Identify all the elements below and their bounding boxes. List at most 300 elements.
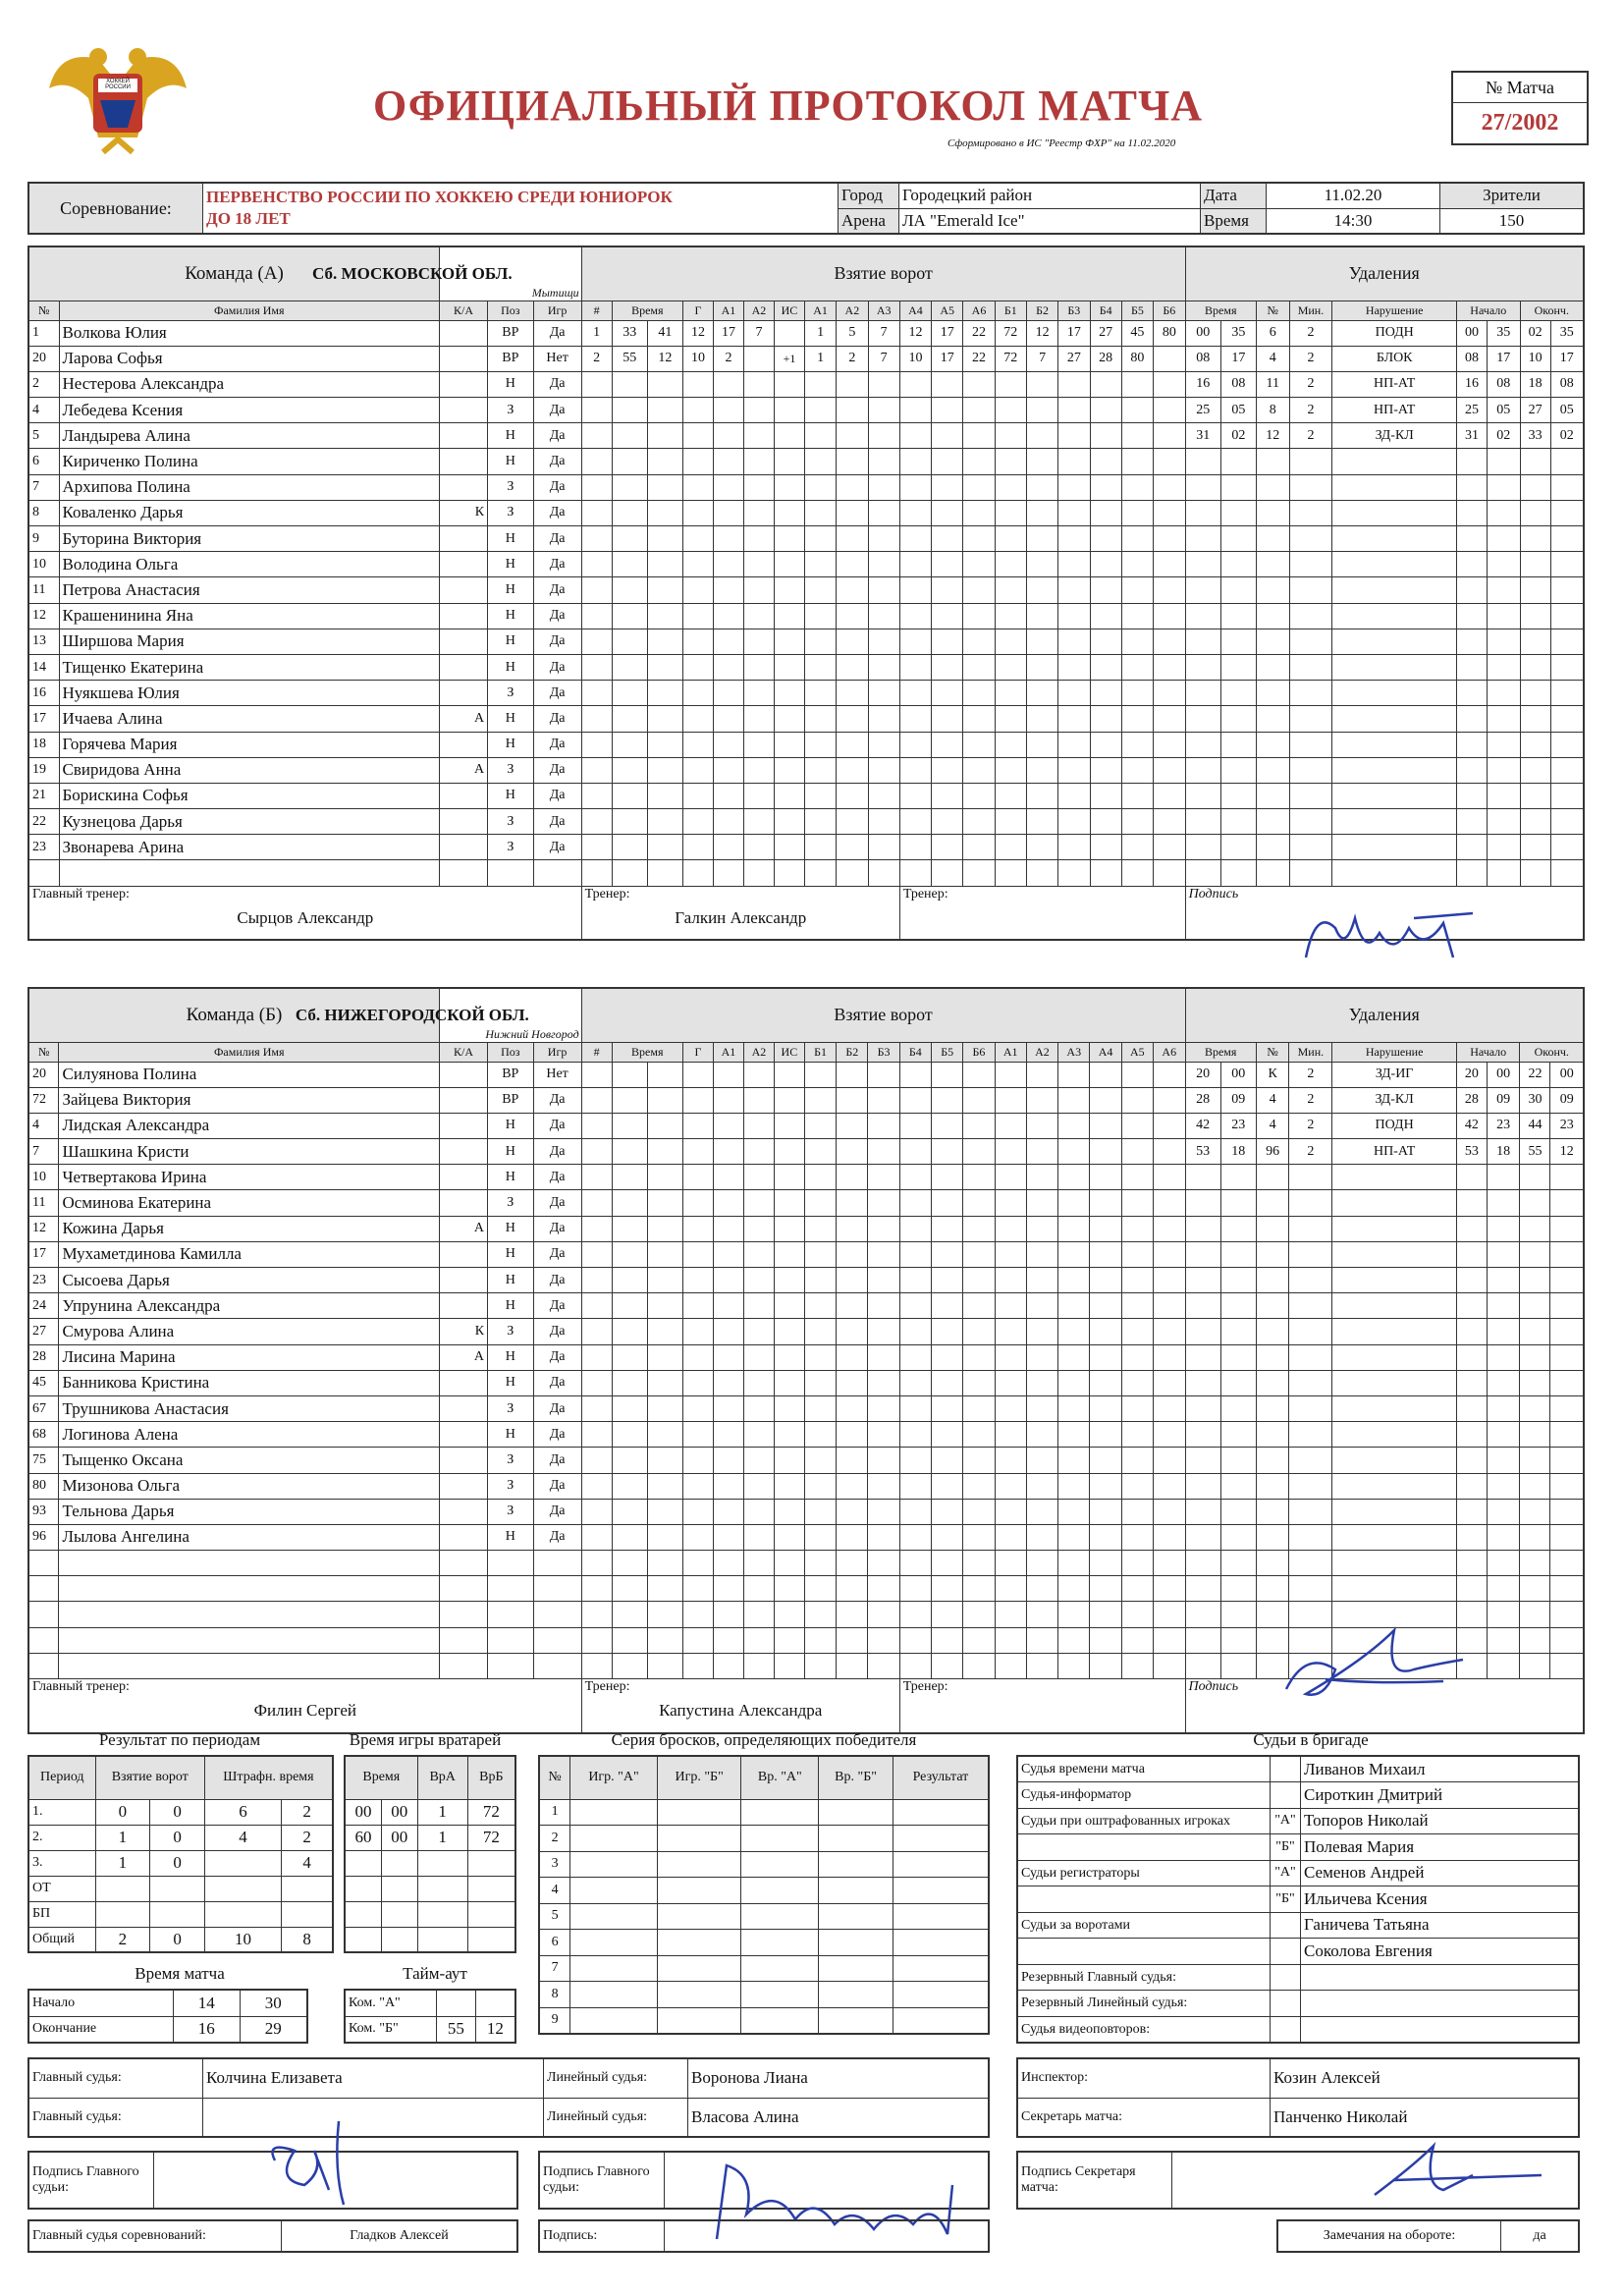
player-name: Ларова Софья [59, 346, 440, 371]
team-b-player-row [28, 1473, 1584, 1499]
player-number: 18 [28, 732, 59, 757]
team-b-coach2-label: Тренер: [902, 1679, 948, 1694]
player-played [533, 1653, 581, 1678]
goal-cell: 7 [868, 346, 899, 371]
penalty-cell: 00 [1550, 1062, 1584, 1087]
team-b-player-row [28, 1576, 1584, 1602]
player-name: Свиридова Анна [59, 757, 440, 783]
player-number: 24 [28, 1293, 59, 1319]
player-number: 19 [28, 757, 59, 783]
goalie-cell [467, 1927, 515, 1952]
penalty-cell: 2 [1289, 423, 1332, 449]
official-role: Судья-информатор [1017, 1782, 1271, 1809]
goalie-cell [417, 1850, 467, 1876]
player-number: 93 [28, 1499, 59, 1524]
player-pos: З [488, 500, 534, 525]
goalie-row [345, 1927, 515, 1952]
team-b-player-row [28, 1499, 1584, 1524]
official-name [1301, 1964, 1580, 1991]
team-b-signature-label: Подпись [1188, 1679, 1239, 1694]
team-b-penalties-title: Удаления [1185, 988, 1584, 1042]
player-number: 4 [28, 398, 59, 423]
shootout-row [539, 1878, 989, 1904]
penalty-cell: ПОДН [1332, 320, 1457, 346]
player-name: Лисина Марина [59, 1344, 439, 1370]
period-cell [204, 1850, 281, 1876]
player-played: Да [533, 1268, 581, 1293]
shootout-number: 6 [539, 1930, 570, 1956]
official-team [1271, 2016, 1301, 2043]
penalty-cell: 18 [1487, 1139, 1520, 1165]
goal-cell: 5 [837, 320, 868, 346]
penalty-cell: НП-АТ [1332, 398, 1457, 423]
player-pos: Н [488, 706, 534, 732]
player-pos: Н [488, 629, 534, 654]
goalie-cell [381, 1850, 417, 1876]
player-ka [439, 1499, 487, 1524]
penalty-cell: 2 [1289, 1087, 1332, 1113]
player-ka [440, 577, 488, 603]
player-played [533, 1576, 581, 1602]
player-name: Логинова Алена [59, 1422, 439, 1448]
player-ka [439, 1653, 487, 1678]
penalty-cell: 28 [1185, 1087, 1220, 1113]
team-a-label: Команда (А) [28, 246, 440, 301]
period-cell: 2. [28, 1825, 95, 1850]
player-name: Шашкина Кристи [59, 1139, 439, 1165]
player-number [28, 1551, 59, 1576]
player-ka [440, 552, 488, 577]
team-b-coach-label: Тренер: [584, 1679, 630, 1694]
shootout-row [539, 1903, 989, 1930]
team-a-player-row [28, 346, 1584, 371]
secretary: Панченко Николай [1271, 2098, 1580, 2137]
player-played: Да [533, 835, 581, 860]
team-b-player-row [28, 1113, 1584, 1138]
penalty-cell: К [1256, 1062, 1289, 1087]
player-name: Волкова Юлия [59, 320, 440, 346]
player-pos: Н [488, 1268, 533, 1293]
penalty-cell: 20 [1185, 1062, 1220, 1087]
player-name: Нуякшева Юлия [59, 681, 440, 706]
team-b-onice-header: А4 [1090, 1042, 1121, 1062]
team-a-player-row [28, 809, 1584, 835]
player-pos: З [488, 835, 534, 860]
goal-cell: 41 [647, 320, 682, 346]
team-a-coach2-label: Тренер: [902, 886, 948, 902]
player-number: 45 [28, 1370, 59, 1395]
goal-cell [774, 320, 804, 346]
officials-table [1016, 1755, 1580, 2044]
match-end-label: Окончание [28, 2016, 174, 2043]
player-number: 5 [28, 423, 59, 449]
official-role: Судьи регистраторы [1017, 1860, 1271, 1886]
official-name: Соколова Евгения [1301, 1939, 1580, 1965]
official-role: Судья времени матча [1017, 1756, 1271, 1782]
player-pos [488, 1551, 533, 1576]
penalty-cell: 09 [1550, 1087, 1584, 1113]
penalty-cell: 53 [1456, 1139, 1487, 1165]
time-value: 14:30 [1267, 208, 1440, 234]
goal-cell: 17 [1058, 320, 1090, 346]
player-name: Смурова Алина [59, 1319, 439, 1344]
goalie-h-b: ВрБ [467, 1756, 515, 1799]
period-cell [282, 1901, 333, 1927]
player-ka [439, 1524, 487, 1550]
player-name: Упрунина Александра [59, 1293, 439, 1319]
official-role [1017, 1834, 1271, 1861]
player-number: 28 [28, 1344, 59, 1370]
player-number: 80 [28, 1473, 59, 1499]
official-team [1271, 1756, 1301, 1782]
match-number-label: № Матча [1453, 73, 1587, 103]
team-b-signature [1267, 1611, 1483, 1719]
player-ka [440, 835, 488, 860]
penalty-cell: 23 [1220, 1113, 1256, 1138]
team-a-player-row [28, 398, 1584, 423]
player-ka [439, 1087, 487, 1113]
player-played: Да [533, 1190, 581, 1216]
player-number [28, 1627, 59, 1653]
official-role [1017, 1886, 1271, 1913]
period-cell: ОТ [28, 1876, 95, 1901]
match-end-m: 29 [240, 2016, 307, 2043]
player-number: 12 [28, 1216, 59, 1241]
spectators-value: 150 [1440, 208, 1585, 234]
player-name: Мухаметдинова Камилла [59, 1241, 439, 1267]
team-b-player-row [28, 1395, 1584, 1421]
team-b-name-cell [295, 988, 581, 1042]
penalty-cell: 35 [1550, 320, 1584, 346]
player-name: Сысоева Дарья [59, 1268, 439, 1293]
team-a-coach-cell [581, 886, 899, 940]
generated-note: Сформировано в ИС "Реестр ФХР" на 11.02.2020 [947, 137, 1176, 149]
player-ka: А [439, 1344, 487, 1370]
goalie-cell: 60 [345, 1825, 381, 1850]
player-played: Да [533, 371, 581, 397]
official-row [1017, 1939, 1579, 1965]
player-pos: З [488, 809, 534, 835]
official-name: Полевая Мария [1301, 1834, 1580, 1861]
shootout-header: № [539, 1756, 570, 1799]
penalty-cell: НП-АТ [1332, 371, 1457, 397]
team-a-onice-header: А5 [932, 301, 963, 320]
player-played: Да [533, 732, 581, 757]
timeout-a-m [437, 1990, 476, 2016]
team-a-city: Мытищи [531, 285, 579, 300]
player-pos: З [488, 1395, 533, 1421]
shootout-number: 7 [539, 1955, 570, 1982]
player-played: Да [533, 1113, 581, 1138]
goalie-cell: 1 [417, 1825, 467, 1850]
competition-value: ПЕРВЕНСТВО РОССИИ ПО ХОККЕЮ СРЕДИ ЮНИОРОК ДО 18 ЛЕТ [203, 183, 839, 234]
period-cell: 2 [282, 1825, 333, 1850]
period-cell: 1. [28, 1799, 95, 1825]
team-b-player-row [28, 1344, 1584, 1370]
player-ka: К [439, 1319, 487, 1344]
player-name [59, 1653, 439, 1678]
eagle-emblem-icon [29, 29, 206, 167]
team-b-player-row [28, 1087, 1584, 1113]
period-cell [150, 1901, 205, 1927]
team-a-player-row [28, 654, 1584, 680]
player-number: 96 [28, 1524, 59, 1550]
player-number: 14 [28, 654, 59, 680]
player-ka [439, 1422, 487, 1448]
player-number [28, 1576, 59, 1602]
player-number: 23 [28, 1268, 59, 1293]
timeout-b-label: Ком. "Б" [345, 2016, 437, 2043]
player-pos: Н [488, 1241, 533, 1267]
team-b-player-row [28, 1190, 1584, 1216]
period-cell: 8 [282, 1927, 333, 1952]
player-number: 10 [28, 1165, 59, 1190]
goalie-cell: 00 [345, 1799, 381, 1825]
info-table [27, 182, 1585, 235]
period-cell: 0 [150, 1825, 205, 1850]
penalty-cell: 8 [1256, 398, 1289, 423]
official-row [1017, 1991, 1579, 2017]
player-pos: Н [488, 1165, 533, 1190]
team-a-player-row [28, 526, 1584, 552]
player-pos: Н [488, 526, 534, 552]
player-pos: Н [488, 603, 534, 629]
team-b-onice-header: Б3 [868, 1042, 899, 1062]
team-b-player-row [28, 1524, 1584, 1550]
player-number: 10 [28, 552, 59, 577]
shootout-title: Серия бросков, определяющих победителя [611, 1730, 917, 1749]
goalie-cell [345, 1850, 381, 1876]
sig-secretary-label: Подпись Секретаря матча: [1017, 2152, 1172, 2209]
player-played: Да [533, 577, 581, 603]
penalty-cell: 08 [1550, 371, 1584, 397]
player-number: 8 [28, 500, 59, 525]
player-name: Горячева Мария [59, 732, 440, 757]
player-ka [440, 654, 488, 680]
team-a-name: Сб. МОСКОВСКОЙ ОБЛ. [312, 263, 513, 283]
timeout-a-label: Ком. "А" [345, 1990, 437, 2016]
official-row [1017, 1964, 1579, 1991]
goal-cell: 22 [963, 346, 995, 371]
penalty-cell: 16 [1185, 371, 1220, 397]
goalie-h-time: Время [345, 1756, 417, 1799]
line-referee-2: Власова Алина [688, 2098, 990, 2137]
shootout-number: 5 [539, 1903, 570, 1930]
player-name: Ландырева Алина [59, 423, 440, 449]
player-played: Да [533, 809, 581, 835]
player-played [533, 860, 581, 886]
penalty-cell: 17 [1488, 346, 1521, 371]
city-value: Городецкий район [899, 183, 1201, 208]
penalty-cell: 30 [1520, 1087, 1550, 1113]
penalty-cell: 25 [1457, 398, 1488, 423]
player-played: Да [533, 1370, 581, 1395]
player-name: Трушникова Анастасия [59, 1395, 439, 1421]
shootout-header: Игр. "Б" [657, 1756, 741, 1799]
official-row [1017, 1834, 1579, 1861]
shootout-number: 3 [539, 1851, 570, 1878]
period-cell: 0 [150, 1927, 205, 1952]
player-played [533, 1602, 581, 1627]
period-cell: Общий [28, 1927, 95, 1952]
penalty-cell: 42 [1456, 1113, 1487, 1138]
shootout-header: Игр. "А" [570, 1756, 658, 1799]
player-pos: Н [488, 1113, 533, 1138]
team-b-player-row [28, 1165, 1584, 1190]
goal-cell: 12 [682, 320, 713, 346]
date-value: 11.02.20 [1267, 183, 1440, 208]
player-number: 20 [28, 1062, 59, 1087]
penalty-cell: 02 [1550, 423, 1584, 449]
team-a-section: Команда (А) Сб. МОСКОВСКОЙ ОБЛ. Мытищи Взятие ворот Удаления № Фамилия Имя К/А Поз Игр # Время Г А1 А2 ИС А1 А2 А3 А4 А5 А6 Б1 Б2 Б3 Б4 Б5 Б6 Время № Мин. Нарушение Начало Оконч. 1 Волкова Юлия ВР Да 1 33 41 12 17 7 1 5 7 12 17 22 72 12 17 27 45 80 00 35 6 2 ПОДН 00 35 02 35 20 Ларова Софья ВР Нет 2 55 12 10 2 +1 1 2 7 10 17 22 72 7 27 28 80 08 17 4 2 БЛОК 08 17 10 17 2 Нестерова Александра Н Да 16 08 11 2 НП-АТ 16 08 18 08 4 Лебедева Ксения З Да 25 05 8 2 НП-АТ 25 05 27 05 5 Ландырева Алина Н Да 31 02 12 2 ЗД-КЛ 31 02 33 02 6 Кириченко Полина Н Да 7 Архипова Полина З Да 8 Коваленко Дарья К З Да 9 Буторина Виктория Н Да 10 Володина Ольга Н Да 11 Петрова Анастасия Н Да 12 Крашенинина Яна Н Да 13 Ширшова Мария Н Да 14 Тищенко Екатерина Н Да 16 Нуякшева Юлия З Да 17 Ичаева Алина А Н Да 18 Горячева Мария Н Да 19 Свиридова Анна А З Да 21 Борискина Софья Н Да 22 Кузнецова Дарья З Да 23 Звонарева Арина З Да Главный тренер: Сырцов Александр Тренер: Галкин Александр Тренер: Подпись [27, 246, 1585, 941]
shootout-number: 1 [539, 1799, 570, 1826]
player-played: Да [533, 783, 581, 808]
date-label: Дата [1201, 183, 1267, 208]
player-name: Силуянова Полина [59, 1062, 439, 1087]
team-a-col-header: Поз [488, 301, 534, 320]
team-b-coach2-cell [899, 1679, 1185, 1733]
penalty-cell: 33 [1520, 423, 1550, 449]
player-played: Да [533, 654, 581, 680]
inspector-label: Инспектор: [1017, 2058, 1271, 2098]
match-number-box [1451, 71, 1589, 145]
player-number: 4 [28, 1113, 59, 1138]
player-ka [440, 398, 488, 423]
penalty-cell: 11 [1256, 371, 1289, 397]
goalie-time-table [344, 1755, 516, 1953]
player-ka [439, 1370, 487, 1395]
penalty-cell: 09 [1487, 1087, 1520, 1113]
player-played: Да [533, 1293, 581, 1319]
official-team [1271, 1912, 1301, 1939]
period-row [28, 1799, 333, 1825]
player-ka [439, 1139, 487, 1165]
player-ka [440, 449, 488, 474]
official-role: Резервный Главный судья: [1017, 1964, 1271, 1991]
period-cell: 10 [204, 1927, 281, 1952]
penalty-cell: 00 [1220, 1062, 1256, 1087]
notes-table [1276, 2219, 1580, 2253]
team-a-head-coach-label: Главный тренер: [32, 886, 130, 902]
period-cell: 2 [95, 1927, 150, 1952]
team-a-player-row [28, 757, 1584, 783]
penalty-cell: 4 [1256, 346, 1289, 371]
penalty-cell: 09 [1220, 1087, 1256, 1113]
player-played: Да [533, 474, 581, 500]
player-number: 23 [28, 835, 59, 860]
penalty-cell: 2 [1289, 398, 1332, 423]
goalie-cell: 72 [467, 1825, 515, 1850]
goal-cell: 17 [932, 346, 963, 371]
player-pos: Н [488, 423, 534, 449]
penalty-cell: 2 [1289, 371, 1332, 397]
player-ka [439, 1551, 487, 1576]
player-ka [439, 1627, 487, 1653]
shootout-header: Вр. "А" [741, 1756, 819, 1799]
secretary-label: Секретарь матча: [1017, 2098, 1271, 2137]
penalty-cell: 08 [1457, 346, 1488, 371]
line-referee-2-label: Линейный судья: [544, 2098, 688, 2137]
shootout-row [539, 1982, 989, 2008]
team-a-name-cell [312, 246, 582, 301]
goal-cell: 1 [804, 346, 836, 371]
team-b-onice-header: Б4 [899, 1042, 931, 1062]
team-b-coach-cell [581, 1679, 899, 1733]
goalie-row [345, 1901, 515, 1927]
period-cell: 0 [150, 1799, 205, 1825]
player-ka [439, 1576, 487, 1602]
periods-h-pen: Штрафн. время [204, 1756, 333, 1799]
player-pos: З [488, 1190, 533, 1216]
goalie-cell: 00 [381, 1799, 417, 1825]
team-b-goals-title: Взятие ворот [581, 988, 1185, 1042]
competition-label: Соревнование: [28, 183, 203, 234]
penalty-cell: 05 [1220, 398, 1256, 423]
team-a-player-row [28, 552, 1584, 577]
goal-cell: 72 [995, 320, 1026, 346]
penalty-cell: 17 [1550, 346, 1584, 371]
goalie-cell [417, 1876, 467, 1901]
team-a-player-row [28, 423, 1584, 449]
player-name: Осминова Екатерина [59, 1190, 439, 1216]
player-name: Кожина Дарья [59, 1216, 439, 1241]
penalty-cell: 2 [1289, 1139, 1332, 1165]
team-a-onice-header: А1 [804, 301, 836, 320]
team-a-player-row [28, 835, 1584, 860]
team-a-player-row [28, 449, 1584, 474]
team-b-name: Сб. НИЖЕГОРОДСКОЙ ОБЛ. [295, 1005, 529, 1024]
player-pos [488, 1653, 533, 1678]
player-name: Тельнова Дарья [59, 1499, 439, 1524]
period-cell: 0 [150, 1850, 205, 1876]
team-a-player-row [28, 320, 1584, 346]
penalty-cell: БЛОК [1332, 346, 1457, 371]
official-row [1017, 1912, 1579, 1939]
player-pos: ВР [488, 346, 534, 371]
player-name [59, 860, 440, 886]
goalie-cell [417, 1901, 467, 1927]
team-b-onice-header: А2 [1026, 1042, 1057, 1062]
penalty-cell: 31 [1457, 423, 1488, 449]
team-b-player-row [28, 1370, 1584, 1395]
player-ka [440, 603, 488, 629]
player-name: Коваленко Дарья [59, 500, 440, 525]
player-name: Петрова Анастасия [59, 577, 440, 603]
team-a-col-header: К/А [440, 301, 488, 320]
team-a-signature-label: Подпись [1188, 886, 1239, 902]
player-name: Тищенко Екатерина [59, 654, 440, 680]
player-ka [439, 1062, 487, 1087]
periods-h-period: Период [28, 1756, 95, 1799]
periods-title: Результат по периодам [98, 1730, 261, 1749]
player-name: Зайцева Виктория [59, 1087, 439, 1113]
official-name [1301, 1991, 1580, 2017]
chief-signature-table [538, 2219, 990, 2253]
line-referee-1: Воронова Лиана [688, 2058, 990, 2098]
official-team: "Б" [1271, 1834, 1301, 1861]
penalty-cell: 08 [1185, 346, 1220, 371]
periods-h-goals: Взятие ворот [95, 1756, 204, 1799]
player-ka [440, 474, 488, 500]
period-cell [95, 1876, 150, 1901]
player-ka [440, 681, 488, 706]
match-time-table [27, 1989, 308, 2044]
goal-cell: 28 [1090, 346, 1121, 371]
team-a-onice-header: Б2 [1026, 301, 1057, 320]
player-name: Нестерова Александра [59, 371, 440, 397]
player-pos: Н [488, 1422, 533, 1448]
team-a-player-row [28, 577, 1584, 603]
